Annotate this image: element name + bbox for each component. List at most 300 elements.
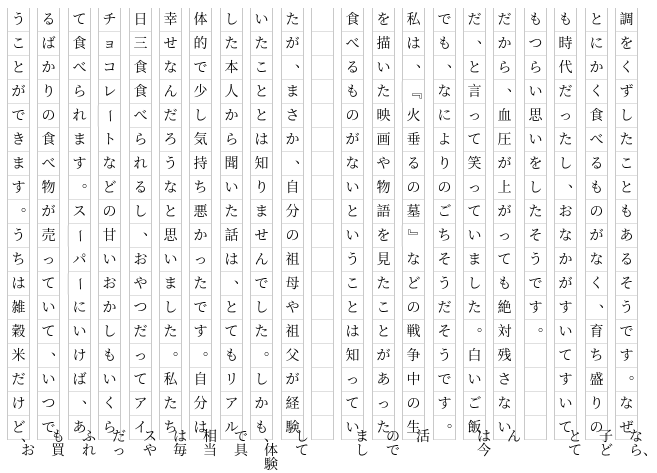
manuscript-cell: が [8, 80, 29, 104]
manuscript-cell: に [586, 32, 607, 56]
manuscript-cell: い [342, 224, 363, 248]
manuscript-cell: て [494, 248, 515, 272]
manuscript-cell [312, 272, 333, 296]
manuscript-cell: ご [464, 392, 485, 416]
manuscript-cell-overflow: まし [355, 429, 369, 459]
manuscript-cell: 気 [190, 128, 211, 152]
manuscript-cell: 思 [525, 104, 546, 128]
manuscript-cell-overflow: 、体験 [264, 429, 278, 473]
manuscript-cell: の [586, 200, 607, 224]
manuscript-cell: 調 [616, 8, 637, 32]
manuscript-cell: こ [616, 152, 637, 176]
manuscript-cell: あ [69, 416, 90, 440]
manuscript-cell: 時 [555, 32, 576, 56]
manuscript-cell: が [555, 272, 576, 296]
manuscript-cell: と [221, 296, 242, 320]
manuscript-cell: っ [130, 344, 151, 368]
manuscript-cell: か [494, 32, 515, 56]
manuscript-cell: な [403, 248, 424, 272]
manuscript-cell [312, 200, 333, 224]
manuscript-cell: な [99, 152, 120, 176]
manuscript-cell: る [586, 152, 607, 176]
manuscript-cell: の [38, 104, 59, 128]
manuscript-cell: で [8, 104, 29, 128]
manuscript-cell: は [221, 248, 242, 272]
manuscript-cell: パ [69, 248, 90, 272]
manuscript-cell: そ [434, 248, 455, 272]
manuscript-cell: べ [38, 152, 59, 176]
manuscript-column [98, 8, 126, 459]
manuscript-cell: る [38, 8, 59, 32]
manuscript-cell: っ [190, 248, 211, 272]
manuscript-cell: お [99, 272, 120, 296]
manuscript-cell: 人 [221, 80, 242, 104]
manuscript-cell: ス [69, 200, 90, 224]
manuscript-cell: 。 [69, 176, 90, 200]
manuscript-cell: る [342, 56, 363, 80]
manuscript-cell: す [525, 296, 546, 320]
manuscript-cell [312, 80, 333, 104]
manuscript-cell: く [586, 272, 607, 296]
manuscript-cell: ず [616, 80, 637, 104]
manuscript-cell: た [555, 128, 576, 152]
manuscript-cell: と [251, 80, 272, 104]
manuscript-cell: ー [68, 274, 92, 295]
manuscript-cell: 見 [373, 248, 394, 272]
manuscript-cell: い [464, 368, 485, 392]
manuscript-cell: 雑 [8, 296, 29, 320]
manuscript-cell-overflow: 子ど [599, 429, 613, 459]
manuscript-cell: た [221, 32, 242, 56]
manuscript-cell: が [282, 32, 303, 56]
manuscript-cell: 祖 [282, 248, 303, 272]
manuscript-cell: ま [251, 200, 272, 224]
manuscript-cell: ア [221, 392, 242, 416]
manuscript-cell: お [130, 248, 151, 272]
manuscript-cell: り [38, 80, 59, 104]
manuscript-cell: 体 [190, 8, 211, 32]
manuscript-cell: う [8, 224, 29, 248]
manuscript-cell: で [616, 320, 637, 344]
manuscript-cell: り [434, 152, 455, 176]
manuscript-cell: た [464, 296, 485, 320]
manuscript-column [7, 8, 35, 459]
manuscript-cell [525, 344, 546, 368]
manuscript-cell: て [555, 416, 576, 440]
manuscript-cell: い [221, 176, 242, 200]
manuscript-cell: 争 [403, 344, 424, 368]
manuscript-cell: つ [525, 32, 546, 56]
manuscript-cell: も [586, 176, 607, 200]
manuscript-cell: 三 [130, 32, 151, 56]
manuscript-cell [312, 320, 333, 344]
manuscript-cell: う [160, 152, 181, 176]
manuscript-cell: せ [160, 32, 181, 56]
manuscript-column [220, 8, 248, 459]
manuscript-cell: 、 [434, 56, 455, 80]
manuscript-cell-overflow: 相当 [203, 429, 217, 459]
manuscript-cell: 。 [525, 320, 546, 344]
manuscript-cell: た [160, 392, 181, 416]
manuscript-cell: と [8, 56, 29, 80]
manuscript-column [341, 8, 369, 459]
manuscript-cell: 『 [402, 82, 426, 103]
manuscript-cell: す [8, 176, 29, 200]
manuscript-cell: 。 [8, 200, 29, 224]
manuscript-cell: ま [8, 152, 29, 176]
manuscript-column [493, 8, 521, 445]
manuscript-cell: ら [69, 80, 90, 104]
manuscript-cell: 悪 [190, 200, 211, 224]
manuscript-cell: し [160, 296, 181, 320]
manuscript-cell: ち [434, 224, 455, 248]
manuscript-cell: っ [494, 224, 515, 248]
manuscript-cell: 火 [403, 104, 424, 128]
manuscript-cell: し [99, 320, 120, 344]
manuscript-cell [312, 392, 333, 416]
manuscript-cell: 思 [160, 224, 181, 248]
manuscript-cell: も [342, 80, 363, 104]
manuscript-column [189, 8, 217, 459]
manuscript-cell: っ [555, 104, 576, 128]
manuscript-cell: 、 [494, 80, 515, 104]
manuscript-cell: ら [130, 128, 151, 152]
manuscript-cell: し [221, 8, 242, 32]
manuscript-cell: ま [282, 80, 303, 104]
manuscript-cell: そ [616, 272, 637, 296]
manuscript-cell: や [373, 152, 394, 176]
manuscript-cell [312, 32, 333, 56]
manuscript-cell: う [616, 296, 637, 320]
manuscript-cell: 、 [38, 344, 59, 368]
manuscript-cell: の [586, 416, 607, 440]
manuscript-cell: 穀 [8, 320, 29, 344]
manuscript-cell: な [434, 80, 455, 104]
manuscript-cell: い [69, 320, 90, 344]
manuscript-cell: 物 [373, 176, 394, 200]
manuscript-cell: で [525, 272, 546, 296]
manuscript-cell: と [616, 176, 637, 200]
manuscript-cell: く [616, 56, 637, 80]
manuscript-cell [312, 152, 333, 176]
manuscript-column [311, 8, 334, 440]
manuscript-cell: ら [494, 56, 515, 80]
manuscript-cell: 食 [342, 8, 363, 32]
manuscript-cell: ち [586, 344, 607, 368]
manuscript-column [281, 8, 309, 459]
manuscript-cell [312, 344, 333, 368]
manuscript-cell: 的 [190, 32, 211, 56]
manuscript-cell: す [69, 152, 90, 176]
manuscript-cell: 、 [464, 32, 485, 56]
manuscript-cell: の [403, 176, 424, 200]
manuscript-cell: だ [464, 8, 485, 32]
manuscript-cell: う [8, 8, 29, 32]
manuscript-cell-overflow: は今 [477, 429, 491, 459]
manuscript-cell: と [464, 56, 485, 80]
manuscript-cell: か [221, 104, 242, 128]
manuscript-cell-overflow: 、お [21, 429, 35, 459]
manuscript-cell: 画 [373, 128, 394, 152]
manuscript-cell: 戦 [403, 320, 424, 344]
manuscript-cell [525, 392, 546, 416]
manuscript-cell [312, 176, 333, 200]
manuscript-cell: た [373, 272, 394, 296]
manuscript-cell: だ [8, 368, 29, 392]
manuscript-cell: う [525, 248, 546, 272]
manuscript-cell: た [221, 200, 242, 224]
manuscript-cell: 圧 [494, 128, 515, 152]
manuscript-cell: て [464, 200, 485, 224]
manuscript-cell: て [221, 320, 242, 344]
manuscript-cell: い [525, 80, 546, 104]
manuscript-cell: の [99, 200, 120, 224]
manuscript-cell: す [616, 344, 637, 368]
manuscript-cell: う [434, 272, 455, 296]
manuscript-cell: か [282, 128, 303, 152]
manuscript-cell: だ [494, 8, 515, 32]
manuscript-cell: た [190, 272, 211, 296]
manuscript-cell: す [190, 320, 211, 344]
manuscript-cell: る [130, 176, 151, 200]
manuscript-cell-overflow: スや [143, 429, 157, 459]
manuscript-cell: し [525, 176, 546, 200]
manuscript-cell: を [616, 32, 637, 56]
manuscript-cell: 。 [616, 368, 637, 392]
manuscript-cell: 食 [130, 56, 151, 80]
manuscript-cell: い [555, 392, 576, 416]
manuscript-cell: 残 [494, 344, 515, 368]
manuscript-cell: 私 [160, 368, 181, 392]
manuscript-cell: い [99, 368, 120, 392]
manuscript-cell: ま [464, 248, 485, 272]
manuscript-cell: く [586, 80, 607, 104]
manuscript-cell: も [434, 32, 455, 56]
manuscript-cell: は [251, 128, 272, 152]
manuscript-cell: 食 [69, 32, 90, 56]
manuscript-cell: せ [251, 224, 272, 248]
manuscript-cell: も [221, 344, 242, 368]
manuscript-cell: か [99, 296, 120, 320]
manuscript-cell: っ [342, 368, 363, 392]
manuscript-cell: で [434, 8, 455, 32]
manuscript-column [402, 8, 430, 445]
manuscript-cell: い [464, 224, 485, 248]
manuscript-cell: 。 [190, 344, 211, 368]
manuscript-cell: ま [160, 272, 181, 296]
manuscript-cell: も [555, 8, 576, 32]
manuscript-cell [312, 248, 333, 272]
manuscript-cell: 飯 [464, 416, 485, 440]
manuscript-cell: け [8, 392, 29, 416]
manuscript-cell: っ [464, 104, 485, 128]
manuscript-cell: 母 [282, 272, 303, 296]
manuscript-cell: 食 [38, 128, 59, 152]
manuscript-cell: な [616, 392, 637, 416]
manuscript-cell: と [342, 200, 363, 224]
manuscript-cell: 物 [38, 176, 59, 200]
manuscript-cell [312, 368, 333, 392]
manuscript-cell: ト [99, 128, 120, 152]
manuscript-cell: な [160, 56, 181, 80]
manuscript-cell: か [190, 224, 211, 248]
manuscript-cell: れ [130, 152, 151, 176]
manuscript-cell: た [373, 80, 394, 104]
manuscript-cell: 聞 [221, 152, 242, 176]
manuscript-cell: り [586, 392, 607, 416]
manuscript-cell: な [494, 392, 515, 416]
manuscript-cell: さ [282, 104, 303, 128]
manuscript-cell: で [251, 272, 272, 296]
manuscript-cell: べ [342, 32, 363, 56]
manuscript-cell: ん [251, 248, 272, 272]
manuscript-cell: く [99, 392, 120, 416]
manuscript-cell-overflow: ふれ [82, 429, 96, 459]
manuscript-column [463, 8, 491, 459]
manuscript-cell [312, 416, 333, 440]
manuscript-cell: 』 [402, 226, 426, 247]
manuscript-cell: も [525, 8, 546, 32]
manuscript-column [250, 8, 278, 473]
manuscript-cell: 盛 [586, 368, 607, 392]
manuscript-cell: な [160, 176, 181, 200]
manuscript-cell: 。 [464, 320, 485, 344]
manuscript-cell: ろ [160, 128, 181, 152]
manuscript-cell: べ [130, 104, 151, 128]
manuscript-column [129, 8, 157, 459]
manuscript-cell-overflow: は毎 [173, 429, 187, 459]
manuscript-cell [312, 224, 333, 248]
manuscript-cell: は [403, 32, 424, 56]
manuscript-cell: ま [69, 128, 90, 152]
manuscript-cell [525, 368, 546, 392]
manuscript-cell: を [373, 224, 394, 248]
manuscript-cell: と [342, 296, 363, 320]
manuscript-cell: ア [130, 392, 151, 416]
manuscript-cell: 対 [494, 320, 515, 344]
manuscript-cell: っ [373, 392, 394, 416]
manuscript-cell: 絶 [494, 296, 515, 320]
manuscript-cell: か [38, 56, 59, 80]
manuscript-cell: す [555, 296, 576, 320]
manuscript-cell: あ [616, 224, 637, 248]
manuscript-cell: 。 [160, 344, 181, 368]
manuscript-cell: コ [99, 56, 120, 80]
manuscript-cell: で [38, 416, 59, 440]
manuscript-column [554, 8, 582, 459]
manuscript-cell: も [251, 416, 272, 440]
manuscript-cell: べ [69, 56, 90, 80]
manuscript-cell: が [586, 224, 607, 248]
manuscript-cell: い [251, 8, 272, 32]
manuscript-cell: 映 [373, 104, 394, 128]
manuscript-cell: が [282, 368, 303, 392]
manuscript-cell: 私 [403, 8, 424, 32]
manuscript-cell: い [555, 320, 576, 344]
manuscript-cell: の [342, 104, 363, 128]
manuscript-cell: ち [190, 176, 211, 200]
manuscript-cell: な [555, 224, 576, 248]
manuscript-cell [312, 104, 333, 128]
manuscript-cell: い [342, 176, 363, 200]
manuscript-cell: 知 [342, 344, 363, 368]
manuscript-cell: レ [99, 80, 120, 104]
manuscript-cell: て [342, 392, 363, 416]
manuscript-cell: ど [99, 176, 120, 200]
manuscript-cell: つ [130, 296, 151, 320]
manuscript-cell: 本 [221, 56, 242, 80]
manuscript-cell: 分 [282, 200, 303, 224]
manuscript-cell: だ [555, 80, 576, 104]
manuscript-cell: ー [98, 106, 122, 127]
manuscript-cell: 。 [434, 416, 455, 440]
manuscript-cell: ん [160, 80, 181, 104]
manuscript-cell: あ [373, 368, 394, 392]
manuscript-cell: る [403, 152, 424, 176]
manuscript-cell: ぜ [616, 416, 637, 440]
manuscript-cell: か [555, 248, 576, 272]
manuscript-cell: だ [130, 320, 151, 344]
manuscript-cell: い [342, 416, 363, 440]
manuscript-cell: に [69, 296, 90, 320]
manuscript-cell: な [586, 248, 607, 272]
manuscript-cell: の [282, 224, 303, 248]
manuscript-cell: か [586, 56, 607, 80]
manuscript-cell: が [494, 152, 515, 176]
manuscript-cell: 言 [464, 80, 485, 104]
manuscript-cell: 上 [494, 176, 515, 200]
manuscript-cell [312, 296, 333, 320]
manuscript-cell: 日 [130, 8, 151, 32]
manuscript-cell: こ [342, 272, 363, 296]
manuscript-cell: ど [8, 416, 29, 440]
manuscript-cell: 食 [586, 104, 607, 128]
manuscript-cell: ら [221, 128, 242, 152]
manuscript-cell: こ [251, 56, 272, 80]
manuscript-cell: て [464, 128, 485, 152]
manuscript-cell: 持 [190, 152, 211, 176]
manuscript-cell [312, 56, 333, 80]
manuscript-cell: い [99, 248, 120, 272]
manuscript-cell-overflow: ん [507, 429, 521, 445]
manuscript-cell: し [130, 200, 151, 224]
manuscript-cell: 、 [403, 56, 424, 80]
manuscript-column [37, 8, 65, 459]
manuscript-cell: だ [434, 296, 455, 320]
manuscript-cell: イ [130, 416, 151, 440]
manuscript-cell: 墓 [403, 200, 424, 224]
manuscript-cell: っ [464, 176, 485, 200]
manuscript-column [585, 8, 613, 459]
manuscript-cell: だ [160, 104, 181, 128]
manuscript-cell: も [494, 272, 515, 296]
manuscript-cell: い [373, 56, 394, 80]
manuscript-cell: が [373, 344, 394, 368]
manuscript-cell: 験 [282, 416, 303, 440]
manuscript-cell-overflow: だっ [112, 429, 126, 459]
manuscript-cell: て [130, 368, 151, 392]
manuscript-cell: か [251, 392, 272, 416]
manuscript-cell: た [616, 128, 637, 152]
manuscript-cell: 代 [555, 56, 576, 80]
manuscript-cell: こ [373, 296, 394, 320]
manuscript-cell: ョ [99, 32, 120, 56]
manuscript-cell: ら [525, 56, 546, 80]
manuscript-cell: を [373, 8, 394, 32]
manuscript-cell: た [282, 8, 303, 32]
manuscript-cell: ち [160, 416, 181, 440]
manuscript-cell: こ [8, 32, 29, 56]
